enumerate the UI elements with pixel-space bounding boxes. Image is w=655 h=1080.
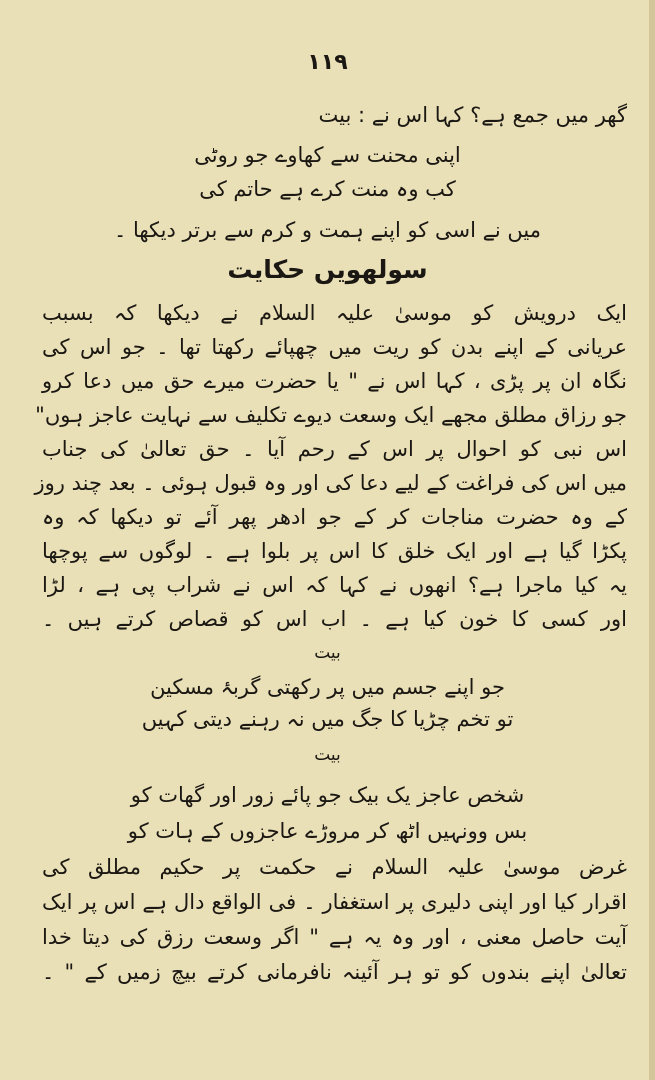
verse-line: شخص عاجز یک بیک جو پائے زور اور گھات کو (130, 783, 525, 807)
text-line: میں اس کی فراغت کے لیے دعا کی اور وہ قبول ہوئی ۔ بعد چند روز (34, 471, 627, 495)
verse-label: بیت (314, 745, 341, 765)
verse-line: کب وہ منت کرے ہے حاتم کی (199, 177, 456, 201)
text-line: کے وہ حضرت مناجات کر کے جو ادھر پھر آئے تو دیکھا کہ وہ (42, 505, 627, 529)
text-line: عریانی کے اپنے بدن کو ریت میں چھپائے رکھتا تھا ۔ جو اس کی (42, 335, 627, 359)
page-number: ١١٩ (307, 50, 348, 75)
verse-label: بیت (314, 643, 341, 663)
text-line: یہ کیا ماجرا ہے؟ انھوں نے کہا کہ اس نے شراب پی ہے ، لڑا (42, 573, 627, 597)
verse-line: اپنی محنت سے کھاوے جو روٹی (194, 143, 461, 167)
text-line: اور کسی کا خون کیا ہے ۔ اب اس کو قصاص کرتے ہیں ۔ (42, 607, 627, 631)
text-line: نگاہ ان پر پڑی ، کہا اس نے " یا حضرت میرے حق میں دعا کرو (42, 369, 627, 393)
text-line: تعالیٰ اپنے بندوں کو تو ہر آئینہ نافرمانی کرتے بیچ زمیں کے " ۔ (42, 960, 627, 984)
verse-line: جو اپنے جسم میں پر رکھتی گربۂ مسکین (150, 675, 505, 699)
section-heading: سولھویں حکایت (227, 255, 428, 284)
verse-line: بس وونہیں اٹھ کر مروڑے عاجزوں کے ہات کو (127, 819, 528, 843)
text-line: آیت حاصل معنی ، اور وہ یہ ہے " اگر وسعت رزق کی دیتا خدا (42, 925, 627, 949)
text-line: اس نبی کو احوال پر اس کے رحم آیا ۔ حق تعالیٰ کی جناب (42, 437, 627, 461)
text-line: ایک درویش کو موسیٰ علیہ السلام نے دیکھا کہ بسبب (42, 301, 627, 325)
text-line: غرض موسیٰ علیہ السلام نے حکمت پر حکیم مطلق کی (42, 855, 627, 879)
text-line: جو رزاق مطلق مجھے ایک وسعت دیوے تکلیف سے نہایت عاجز ہوں" (35, 403, 627, 427)
verse-line: تو تخم چڑیا کا جگ میں نہ رہنے دیتی کہیں (141, 707, 514, 731)
text-line: گھر میں جمع ہے؟ کہا اس نے : بیت (318, 103, 627, 127)
text-line: اقرار کیا اور اپنی دلیری پر استغفار ۔ فی الواقع دال ہے اس پر ایک (42, 890, 627, 914)
text-line: میں نے اسی کو اپنے ہمت و کرم سے برتر دیکھا ۔ (114, 218, 541, 242)
text-line: پکڑا گیا ہے اور ایک خلق کا اس پر بلوا ہے ۔ لوگوں سے پوچھا (42, 539, 627, 563)
